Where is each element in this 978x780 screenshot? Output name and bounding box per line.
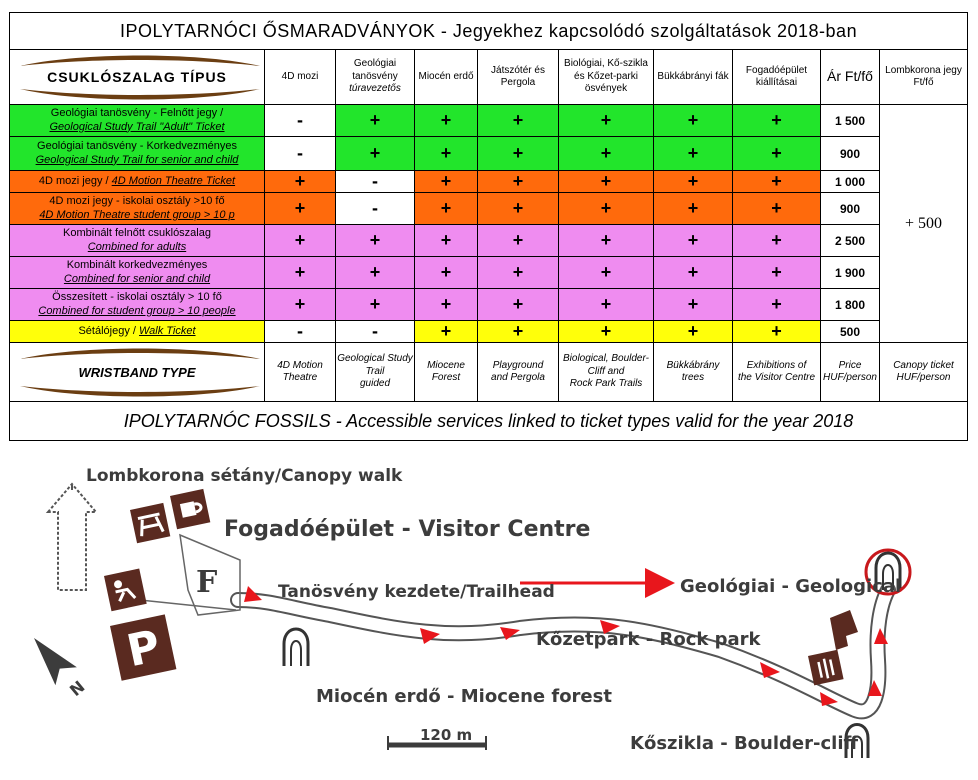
toilet-icon <box>808 650 844 686</box>
playground-icon <box>104 569 147 612</box>
service-mark: + <box>478 321 559 343</box>
column-header <box>654 50 733 105</box>
service-mark: + <box>733 105 821 137</box>
ticket-type-en: Geological Study Trail for senior and child <box>35 153 239 166</box>
ticket-type-hu: Sétálójegy / <box>78 324 136 337</box>
price-cell: 2 500 <box>821 225 880 257</box>
column-header <box>559 343 654 402</box>
service-mark: + <box>733 137 821 171</box>
service-mark: + <box>654 171 733 193</box>
column-header-line: Ár Ft/fő <box>827 68 873 85</box>
ticket-type-en: Combined for student group > 10 people <box>38 304 236 317</box>
column-header <box>415 50 478 105</box>
table-row <box>10 137 968 171</box>
visitor-centre-building <box>140 535 240 615</box>
ticket-type-en: Walk Ticket <box>139 324 196 337</box>
service-mark: + <box>478 105 559 137</box>
parking-icon <box>110 614 176 680</box>
ticket-type-hu: Geológiai tanösvény - Korkedvezményes <box>37 140 237 153</box>
ticket-type-hu: Geológiai tanösvény - Felnőtt jegy / <box>50 107 224 120</box>
ticket-type-hu: Kombinált korkedvezményes <box>66 259 208 272</box>
service-mark: + <box>415 321 478 343</box>
wristband-type-label-hu: CSUKLÓSZALAG TÍPUS <box>10 50 265 105</box>
service-mark: + <box>265 257 336 289</box>
wristband-type-label-en: WRISTBAND TYPE <box>10 343 265 402</box>
service-mark: + <box>478 225 559 257</box>
canopy-walk-label: Lombkorona sétány/Canopy walk <box>86 466 403 486</box>
scale-label: 120 m <box>420 726 473 744</box>
picnic-icon <box>130 503 170 543</box>
service-mark: + <box>336 225 415 257</box>
column-header-line: HUF/person <box>823 372 877 383</box>
service-mark: + <box>415 225 478 257</box>
ticket-type-label <box>10 137 265 171</box>
trailhead-label: Tanösvény kezdete/Trailhead <box>278 582 555 602</box>
price-cell: 1 900 <box>821 257 880 289</box>
service-mark: + <box>559 321 654 343</box>
ticket-type-label <box>10 289 265 321</box>
table-row <box>10 257 968 289</box>
table-row <box>10 321 968 343</box>
service-mark: + <box>654 105 733 137</box>
service-mark: + <box>654 321 733 343</box>
service-mark: + <box>559 137 654 171</box>
service-mark: + <box>415 105 478 137</box>
geological-label: Geológiai - Geological <box>680 576 902 597</box>
service-mark: + <box>733 193 821 225</box>
service-mark: - <box>336 171 415 193</box>
service-mark: - <box>336 193 415 225</box>
ticket-type-hu: 4D mozi jegy - iskolai osztály >10 fő <box>49 195 225 208</box>
service-mark: + <box>733 289 821 321</box>
cafe-icon <box>170 489 210 529</box>
swoosh-decoration-icon <box>20 384 260 398</box>
service-mark: + <box>559 289 654 321</box>
service-mark: + <box>415 171 478 193</box>
service-mark: + <box>559 193 654 225</box>
column-header-line: Biological, Boulder-Cliff and <box>563 353 649 377</box>
service-mark: - <box>265 137 336 171</box>
column-header <box>265 50 336 105</box>
trail-map <box>0 440 978 780</box>
miocene-forest-label: Miocén erdő - Miocene forest <box>316 686 612 707</box>
column-header-line: Bükkábrány <box>666 359 720 371</box>
column-header <box>559 50 654 105</box>
ticket-type-en: 4D Motion Theatre Ticket <box>111 174 236 187</box>
column-header-line: 4D Motion <box>277 359 323 371</box>
compass-letter: N <box>66 676 89 701</box>
column-header-line: Fogadóépület kiállításai <box>745 64 808 88</box>
service-mark: + <box>336 105 415 137</box>
price-cell: 1 000 <box>821 171 880 193</box>
ticket-type-label <box>10 193 265 225</box>
column-header <box>336 50 415 105</box>
service-mark: + <box>733 321 821 343</box>
header-canopy-hu: Lombkorona jegy Ft/fő <box>880 50 968 105</box>
service-mark: + <box>654 193 733 225</box>
service-mark: + <box>336 289 415 321</box>
price-cell: 900 <box>821 193 880 225</box>
column-header <box>415 343 478 402</box>
column-header-line: Playground <box>492 359 544 371</box>
service-mark: + <box>415 289 478 321</box>
service-mark: + <box>478 137 559 171</box>
column-header <box>733 50 821 105</box>
service-mark: + <box>265 171 336 193</box>
scale-bar <box>388 726 486 750</box>
service-mark: + <box>336 257 415 289</box>
column-header-line: Theatre <box>282 372 318 383</box>
service-mark: + <box>336 137 415 171</box>
service-mark: + <box>478 257 559 289</box>
service-mark: + <box>733 171 821 193</box>
column-header-line: Játszótér és Pergola <box>491 64 545 88</box>
column-header <box>265 343 336 402</box>
column-header <box>821 50 880 105</box>
column-header <box>478 50 559 105</box>
ticket-type-en: Combined for senior and child <box>63 272 211 285</box>
service-mark: - <box>336 321 415 343</box>
column-header-line: guided <box>359 378 391 390</box>
column-header-line: Geological Study Trail <box>337 353 413 377</box>
column-header-line: Biológiai, Kő-szikla és Kőzet-parki ösvények <box>564 58 648 95</box>
visitor-centre-label: Fogadóépület - Visitor Centre <box>224 517 591 542</box>
shelter-icon <box>830 610 858 650</box>
table-row <box>10 289 968 321</box>
parking-letter: P <box>122 620 165 678</box>
column-header-line: Price <box>838 359 862 371</box>
price-cell: 900 <box>821 137 880 171</box>
column-header-line: Canopy ticket <box>893 359 954 371</box>
column-header <box>733 343 821 402</box>
service-mark: + <box>265 225 336 257</box>
column-header <box>336 343 415 402</box>
ticket-type-label <box>10 321 265 343</box>
swoosh-decoration-icon <box>20 347 260 361</box>
service-mark: + <box>559 171 654 193</box>
ticket-type-label <box>10 105 265 137</box>
service-mark: + <box>265 289 336 321</box>
ticket-type-hu: Összesített - iskolai osztály > 10 fő <box>52 291 222 304</box>
service-mark: + <box>415 257 478 289</box>
price-cell: 1 800 <box>821 289 880 321</box>
service-mark: + <box>559 225 654 257</box>
column-header-line: and Pergola <box>491 372 545 383</box>
column-header-line: Miocene <box>427 359 465 371</box>
price-cell: 1 500 <box>821 105 880 137</box>
table-title-en: IPOLYTARNÓC FOSSILS - Accessible services linked to ticket types valid for the year 2018 <box>10 402 968 441</box>
column-header-line: Exhibitions of <box>746 359 807 371</box>
canopy-price: + 500 <box>880 105 968 343</box>
table-title-hu: IPOLYTARNÓCI ŐSMARADVÁNYOK - Jegyekhez kapcsolódó szolgáltatások 2018-ban <box>10 13 968 50</box>
swoosh-decoration-icon <box>20 87 260 101</box>
ticket-type-label <box>10 257 265 289</box>
rock-park-label: Kőzetpark - Rock park <box>536 629 761 650</box>
service-mark: + <box>559 105 654 137</box>
service-mark: + <box>415 137 478 171</box>
service-mark: - <box>265 105 336 137</box>
service-mark: + <box>733 225 821 257</box>
column-header-line: Bükkábrányi fák <box>657 70 729 82</box>
service-mark: + <box>478 289 559 321</box>
north-arrow-icon <box>23 629 93 705</box>
column-header-line: Forest <box>431 372 461 383</box>
column-header <box>821 343 880 402</box>
table-row <box>10 105 968 137</box>
table-row <box>10 225 968 257</box>
column-header-line: Rock Park Trails <box>569 378 643 390</box>
column-header-line: túravezetős <box>349 83 401 95</box>
service-mark: + <box>559 257 654 289</box>
ticket-type-label <box>10 225 265 257</box>
ticket-type-en: Geological Study Trail "Adult" Ticket <box>49 120 225 133</box>
column-header-line: HUF/person <box>896 372 951 383</box>
service-mark: + <box>415 193 478 225</box>
service-mark: - <box>265 321 336 343</box>
column-header-line: Miocén erdő <box>418 70 474 82</box>
ticket-services-table <box>9 12 968 441</box>
ticket-type-hu: Kombinált felnőtt csuklószalag <box>63 227 211 240</box>
column-header <box>880 343 968 402</box>
service-mark: + <box>654 289 733 321</box>
column-header-line: Geológiai tanösvény <box>352 58 398 82</box>
table-row <box>10 193 968 225</box>
service-mark: + <box>654 257 733 289</box>
table-row <box>10 171 968 193</box>
ticket-type-en: Combined for adults <box>87 240 187 253</box>
service-mark: + <box>654 137 733 171</box>
ticket-type-label <box>10 171 265 193</box>
price-cell: 500 <box>821 321 880 343</box>
column-header <box>478 343 559 402</box>
column-header-line: 4D mozi <box>281 70 319 82</box>
ticket-type-en: 4D Motion Theatre student group > 10 p <box>39 208 235 221</box>
service-mark: + <box>478 193 559 225</box>
cave-icon <box>284 629 308 666</box>
canopy-walk-arrow-icon <box>48 484 96 590</box>
column-header-line: trees <box>681 372 705 383</box>
visitor-centre-letter: F <box>196 565 218 600</box>
service-mark: + <box>478 171 559 193</box>
column-header <box>654 343 733 402</box>
service-mark: + <box>265 193 336 225</box>
swoosh-decoration-icon <box>20 54 260 68</box>
ticket-type-hu: 4D mozi jegy / <box>38 174 109 187</box>
service-mark: + <box>733 257 821 289</box>
column-header-line: the Visitor Centre <box>737 372 816 383</box>
service-mark: + <box>654 225 733 257</box>
boulder-cliff-label: Kőszikla - Boulder-cliff <box>630 733 859 754</box>
